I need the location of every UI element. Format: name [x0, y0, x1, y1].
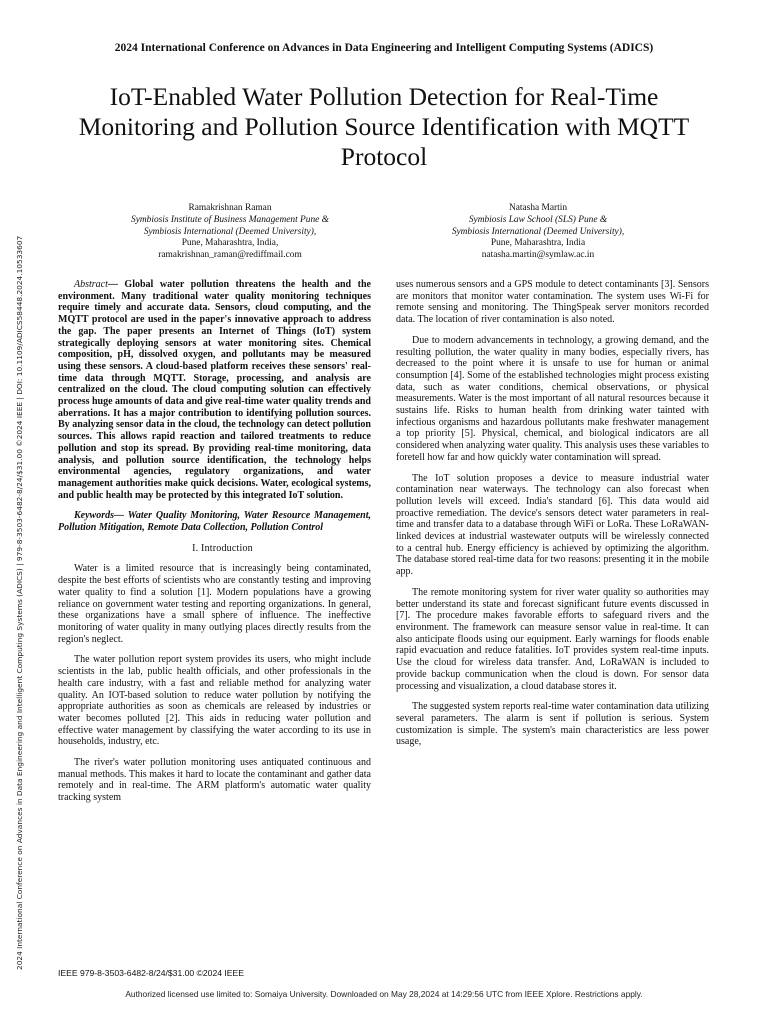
ieee-copyright: IEEE 979-8-3503-6482-8/24/$31.00 ©2024 IEEE — [58, 968, 244, 978]
authorized-use-notice: Authorized licensed use limited to: Somaiya University. Downloaded on May 28,2024 at 14:29:56 UTC from IEEE Xplore. Restrictions apply. — [125, 989, 643, 999]
paragraph: The IoT solution proposes a device to measure industrial water contamination near waterways. The technology can also forecast when pollution levels will exceed. India's standard [6]. This data would aid proactive remediation. The device's sensors detect water parameters in real-time and transfer data to a database through WiFi or LoRa. These LoRaWAN-linked devices at industrial wastewater outputs will be wirelessly connected to a central hub. Energy efficiency is achieved by optimizing the algorithm. The database stored real-time data for two reasons: presenting it in the mobile app. — [396, 472, 709, 578]
author-affiliation: Symbiosis Law School (SLS) Pune & — [468, 214, 608, 225]
author-name: Natasha Martin — [508, 203, 568, 213]
paragraph: The suggested system reports real-time water contamination data utilizing several parameters. The alarm is sent if pollution is serious. System customization is simple. The system's main characteristics are less power usage, — [396, 701, 709, 748]
conference-header: 2024 International Conference on Advances in Data Engineering and Intelligent Computing Systems (ADICS) — [114, 42, 654, 54]
paragraph: The remote monitoring system for river water quality so authorities may better understand its state and forecast significant future events discussed in [7]. The procedure makes favorable efforts to safeguard rivers and the environment. The framework can measure sensor value in real-time. It can also anticipate floods using our equipment. Early warnings for floods enable rapid evacuation and reduce fatalities. IoT provides system real-time inputs. Use the cloud for wireless data transfer. And, LoRaWAN is included to provide backup communication when the cloud is down. For sensor data processing and visualization, a cloud database stores it. — [396, 586, 709, 692]
author-block-2 — [403, 203, 673, 262]
section-heading-introduction: I. Introduction — [192, 542, 253, 554]
paragraph: uses numerous sensors and a GPS module to detect contaminants [3]. Sensors are monitors that monitor water contamination. The system uses Wi-Fi for remote sensing and monitoring. The ThingSpeak server monitors recorded data. The location of river contamination is also noted. — [396, 279, 709, 326]
paragraph: The river's water pollution monitoring uses antiquated continuous and manual methods. This makes it hard to locate the contaminant and gather data remotely and in real-time. The ARM platform's automatic water quality tracking system — [58, 757, 371, 804]
paragraph: Water is a limited resource that is increasingly being contaminated, despite the best efforts of scientists who are constantly testing and improving water quality to find a solution [1]. Modern populations have a growing reliance on government water testing and reporting organizations. In general, these organizations have a small sphere of influence. The ineffective monitoring of water quality in many outlying places directly results from the region's neglect. — [58, 563, 371, 645]
paragraph: The water pollution report system provides its users, who might include scientists in the lab, public health officials, and other professionals in the health care industry, with a fast and reliable method for analyzing water quality. An IOT-based solution to reduce water pollution by notifying the appropriate authorities as soon as chemicals are released by industries or water becomes polluted [2]. This aids in reducing water pollution and effective water management by classifying the water according to its use in households, industry, etc. — [58, 654, 371, 748]
author-affiliation: Symbiosis International (Deemed University), — [143, 226, 317, 237]
left-column — [58, 279, 371, 813]
paper-title: IoT-Enabled Water Pollution Detection for Real-Time Monitoring and Pollution Source Identification with MQTT Protocol — [78, 82, 690, 171]
author-name: Ramakrishnan Raman — [188, 203, 272, 213]
doi-sidebar: 2024 International Conference on Advances in Data Engineering and Intelligent Computing Systems (ADICS) | 979-8-3503-6482-8/24/$31.00 ©2024 IEEE | DOI: 10.1109/ADICS58448.2024.10533607 — [15, 235, 24, 970]
keywords-label: Keywords — [74, 510, 114, 522]
author-location: Pune, Maharashtra, India — [490, 238, 586, 249]
keywords-text: — Water Quality Monitoring, Water Resource Management, Pollution Mitigation, Remote Data Collection, Pollution Control — [58, 510, 371, 534]
abstract — [58, 279, 371, 501]
author-location: Pune, Maharashtra, India, — [181, 238, 279, 249]
keywords — [58, 510, 371, 533]
author-affiliation: Symbiosis Institute of Business Management Pune & — [131, 214, 329, 225]
author-email: natasha.martin@symlaw.ac.in — [481, 250, 595, 261]
paragraph: Due to modern advancements in technology, a growing demand, and the resulting pollution, the water quality in many bodies, especially rivers, has decreased to the point where it is unsafe to use for human or animal consumption [4]. Some of the established technologies might process existing data, such as water conditions, chemical observations, or physical measurements. Water is the most important of all natural resources because it sustains life. Risks to human health from drinking water tainted with infectious organisms and hazardous pollutants make freshwater management a top priority [5]. Physical, chemical, and biological indicators are all considered when analyzing water quality. This analysis uses these variables to foretell how far and how quickly water contamination will spread. — [396, 334, 709, 463]
right-column — [396, 279, 709, 757]
author-email: ramakrishnan_raman@rediffmail.com — [158, 250, 302, 261]
author-block-1 — [95, 203, 365, 262]
abstract-text: — Global water pollution threatens the health and the environment. Many traditional water quality monitoring techniques require timely and accurate data. Sensors, cloud computing, and the MQTT protocol are used in the paper's innovative approach to address the gap. The paper presents an Internet of Things (IoT) system strategically deploying sensors at water monitoring sites. Chemical composition, pH, dissolved oxygen, and pollutants may be measured using these sensors. A cloud-based platform receives these sensors' real-time data through MQTT. Storage, processing, and analysis are centralized on the cloud. The cloud computing solution can effectively process huge amounts of data and give real-time water quality trends and aberrations. It has a major contribution to identifying pollution sources. By analyzing sensor data in the cloud, the technology can detect pollution sources. This allows rapid reaction and tailored treatments to reduce pollution and stop its spread. By providing real-time monitoring, data analysis, and pollution source identification, the technology helps environmental agencies, regulatory organizations, and water management authorities make quick decisions. Water, ecological systems, and public health may be protected by this integrated IoT solution. — [58, 279, 371, 501]
abstract-label: Abstract — [74, 279, 108, 290]
author-affiliation: Symbiosis International (Deemed University), — [451, 226, 625, 237]
